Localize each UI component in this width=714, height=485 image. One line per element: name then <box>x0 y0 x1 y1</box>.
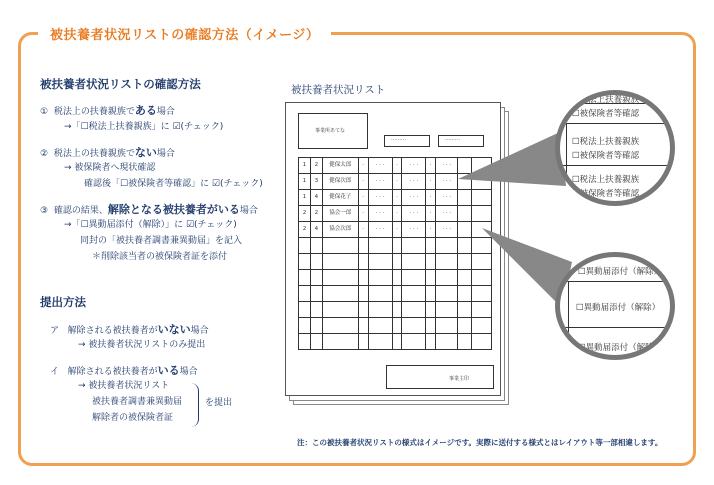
mag2-line2: ☐異動届添付（解除） <box>576 303 661 313</box>
address-label: 事業所あてな <box>315 128 346 134</box>
submit-b-sub2: 被扶養者調書兼異動届 <box>92 397 183 407</box>
mag1-line4: ☐被保険者等確認 <box>572 151 640 161</box>
magnifier-2 <box>555 252 675 360</box>
footer-label: 事業主印 <box>449 376 470 382</box>
doc-title: 被扶養者状況リスト <box>291 84 386 96</box>
submit-b-sub3: 解除者の被保険者証 <box>92 413 174 423</box>
item2-sub2: 確認後「☐被保険者等確認」に ☑(チェック) <box>84 179 263 189</box>
table-row: 1 4 健保花子 · · · · · · · · · · · · <box>299 190 492 206</box>
item3-sub2: 同封の「被扶養者調書兼異動届」を記入 <box>80 236 243 246</box>
submit-b-sub1: → 被扶養者状況リスト <box>78 381 170 391</box>
item3-sub3: ＊削除該当者の被保険者証を添付 <box>92 252 228 262</box>
mag1-line1: ☐税法上扶養親族 <box>572 95 640 105</box>
section2-title: 提出方法 <box>40 295 86 309</box>
mag1-line6: ☐被保険者等確認 <box>572 189 640 199</box>
footnote: 注：この被扶養者状況リストの様式はイメージです。実際に送付する様式とはレイアウト等一部相違します。 <box>297 438 663 447</box>
section1-title: 被扶養者状況リストの確認方法 <box>40 77 201 91</box>
mag2-line1: ☐異動届添付（解除） <box>578 267 663 277</box>
item1-sub1: →「☐税法上扶養親族」に ☑(チェック) <box>64 122 224 132</box>
table-row: 2 4 協会次郎 · · · · · · · · · · · · <box>299 222 492 238</box>
submit-a-heading: ア 解除される被扶養者がいない場合 <box>50 323 209 336</box>
table-row: 1 2 健保太郎 · · · · · · · · · · · · <box>299 158 492 174</box>
submit-b-suffix: を提出 <box>205 398 233 408</box>
connector-1 <box>458 132 566 186</box>
table-row: 2 2 協会一郎 · · · · · · · · · · · · <box>299 206 492 222</box>
item3-sub1: →「☐異動届添付（解除）」に ☑(チェック) <box>64 220 237 230</box>
item3-heading: ③ 確認の結果、解除となる被扶養者がいる場合 <box>40 203 258 216</box>
item2-sub1: → 被保険者へ現状確認 <box>64 163 156 173</box>
item1-heading: ① 税法上の扶養親族である場合 <box>40 104 175 117</box>
header-field-1: ……… <box>384 135 430 147</box>
mag1-line3: ☐税法上扶養親族 <box>572 137 640 147</box>
submit-b-heading: イ 解除される被扶養者がいる場合 <box>50 364 198 377</box>
header-field-2: ……… <box>438 135 484 147</box>
item2-heading: ② 税法上の扶養親族でない場合 <box>40 146 175 159</box>
mag2-line3: ☐異動届添付（解除） <box>578 343 663 353</box>
magnifier-1 <box>555 90 675 206</box>
table-row: 1 3 健保次郎 · · · · · · · · · · · · <box>299 174 492 190</box>
mag1-line5: ☐税法上扶養親族 <box>572 175 640 185</box>
submit-a-sub1: → 被扶養者状況リストのみ提出 <box>78 340 206 350</box>
mag1-line2: ☐被保険者等確認 <box>572 109 640 119</box>
frame-title: 被扶養者状況リストの確認方法（イメージ） <box>38 24 331 43</box>
